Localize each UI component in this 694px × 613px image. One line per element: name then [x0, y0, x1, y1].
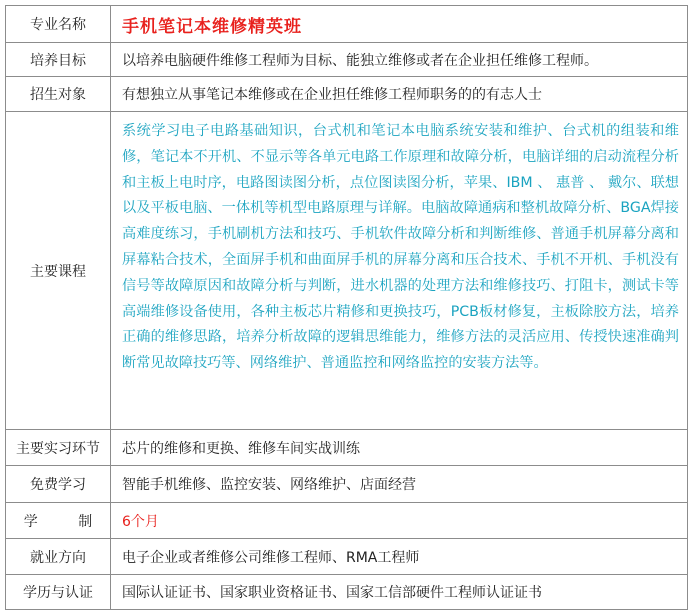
row-free-learning [6, 466, 688, 503]
value-internship: 芯片的维修和更换、维修车间实战训练 [111, 430, 688, 466]
label-training-goal: 培养目标 [6, 43, 111, 77]
label-internship: 主要实习环节 [6, 430, 111, 466]
label-target-students: 招生对象 [6, 77, 111, 112]
value-free-learning: 智能手机维修、监控安装、网络维护、店面经营 [111, 466, 688, 503]
value-employment: 电子企业或者维修公司维修工程师、RMA工程师 [111, 539, 688, 575]
row-internship [6, 430, 688, 466]
row-employment [6, 539, 688, 575]
label-certification: 学历与认证 [6, 575, 111, 610]
value-main-courses: 系统学习电子电路基础知识，台式机和笔记本电脑系统安装和维护、台式机的组装和维修，笔记本不开机、不显示等各单元电路工作原理和故障分析，电脑详细的启动流程分析和主板上电时序，电路图读图分析，点位图读图分析，苹果、IBM 、 惠普 、 戴尔、联想以及平板电脑、一体机等机型电路原理与详解。电脑故障通病和整机故障分析、BGA焊接高难度练习，手机刷机方法和技巧、手机软件故障分析和判断维修、普通手机屏幕分离和屏幕粘合技术，全面屏手机和曲面屏手机的屏幕分离和压合技术、手机不开机、手机没有信号等故障原因和故障分析与判断，进水机器的处理方法和维修技巧、打阻卡，测试卡等高端维修设备使用，各种主板芯片精修和更换技巧，PCB板材修复，主板除胶方法，培养正确的维修思路，培养分析故障的逻辑思维能力，维修方法的灵活应用、传授快速准确判断常见故障技巧等、网络维护、普通监控和网络监控的安装方法等。 [111, 112, 688, 430]
row-target-students [6, 77, 688, 112]
label-major-name: 专业名称 [6, 6, 111, 43]
label-main-courses: 主要课程 [6, 112, 111, 430]
value-target-students: 有想独立从事笔记本维修或在企业担任维修工程师职务的的有志人士 [111, 77, 688, 112]
value-training-goal: 以培养电脑硬件维修工程师为目标、能独立维修或者在企业担任维修工程师。 [111, 43, 688, 77]
value-duration: 6个月 [111, 503, 688, 539]
course-info-table [5, 5, 688, 610]
row-training-goal [6, 43, 688, 77]
row-certification [6, 575, 688, 610]
value-certification: 国际认证证书、国家职业资格证书、国家工信部硬件工程师认证证书 [111, 575, 688, 610]
row-major-name [6, 6, 688, 43]
row-main-courses [6, 112, 688, 430]
value-major-name: 手机笔记本维修精英班 [111, 6, 688, 43]
label-employment: 就业方向 [6, 539, 111, 575]
row-duration [6, 503, 688, 539]
label-duration-text: 学 制 [23, 513, 111, 530]
label-free-learning: 免费学习 [6, 466, 111, 503]
label-duration [6, 503, 111, 539]
